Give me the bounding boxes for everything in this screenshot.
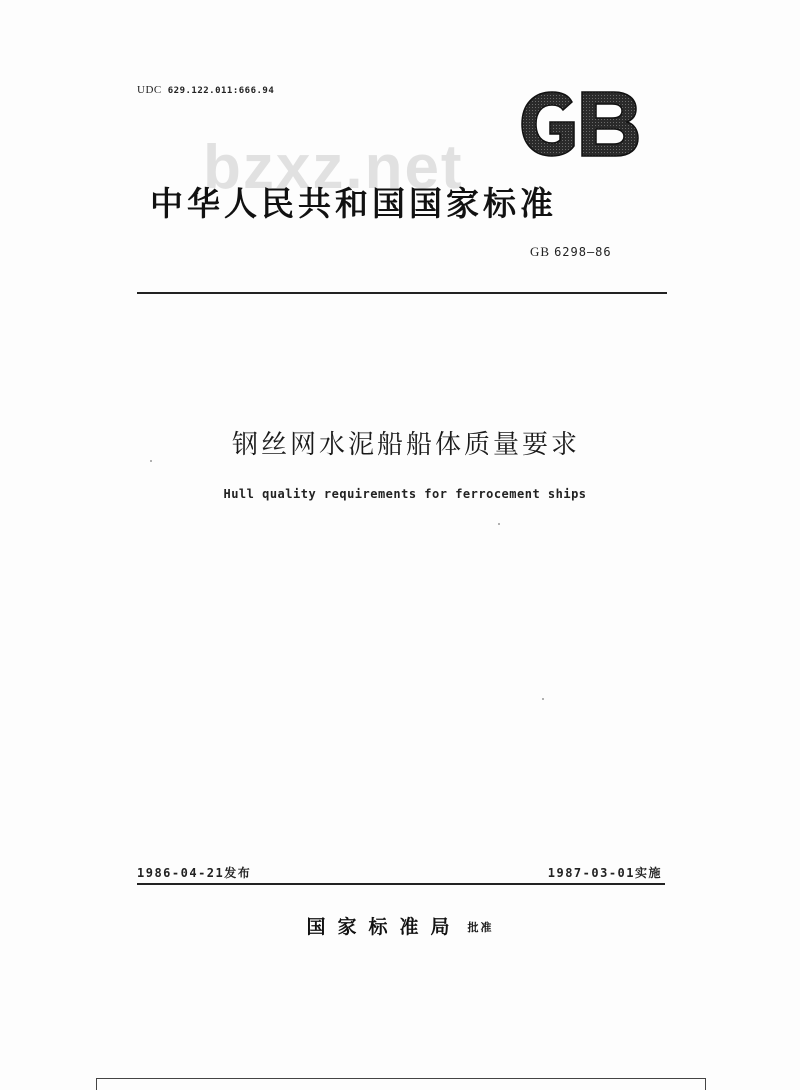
- gb-logo-text: GB: [579, 128, 581, 129]
- scan-speck: [542, 698, 544, 700]
- issue-date: 1986-04-21发布: [137, 866, 252, 880]
- gb-logo: [516, 88, 642, 160]
- standard-prefix: GB: [530, 244, 551, 259]
- standard-number: [530, 244, 612, 260]
- document-title-chinese: 钢丝网水泥船船体质量要求: [231, 430, 580, 460]
- approving-authority: 国家标准局: [306, 916, 462, 938]
- national-standard-title: 中华人民共和国国家标准: [150, 184, 557, 223]
- next-page-frame-edge: [96, 1078, 706, 1090]
- udc-label: UDC: [137, 84, 162, 96]
- date-divider: [137, 883, 665, 885]
- scan-speck: [498, 523, 500, 525]
- approval-line: [0, 912, 800, 939]
- udc-classification: [137, 84, 274, 96]
- standard-number-value: 6298—86: [554, 245, 612, 259]
- header-divider: [137, 292, 667, 294]
- implementation-date: 1987-03-01实施: [547, 866, 662, 880]
- udc-code: 629.122.011:666.94: [167, 86, 275, 96]
- scan-speck: [150, 460, 152, 462]
- watermark: bzxz.net: [203, 133, 464, 202]
- approve-word: 批准: [467, 921, 494, 934]
- document-title-english: Hull quality requirements for ferrocement ships: [223, 487, 587, 501]
